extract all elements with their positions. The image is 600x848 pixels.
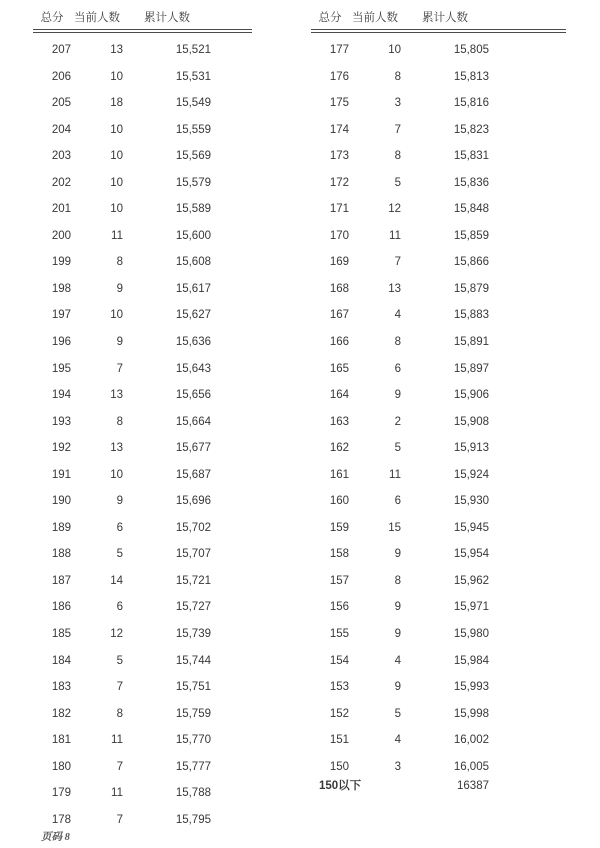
count-cell: 11 bbox=[111, 787, 123, 800]
score-cell: 181 bbox=[51, 734, 71, 747]
score-cell: 194 bbox=[51, 389, 71, 402]
cumulative-cell: 15,702 bbox=[175, 521, 211, 534]
score-cell: 151 bbox=[329, 734, 349, 747]
cumulative-cell: 15,945 bbox=[453, 521, 489, 534]
column-header: 累计人数 bbox=[144, 12, 190, 24]
cumulative-cell: 15,531 bbox=[175, 70, 211, 83]
table-row bbox=[311, 249, 566, 276]
count-cell: 9 bbox=[116, 495, 123, 508]
score-cell: 206 bbox=[51, 70, 71, 83]
column-header: 当前人数 bbox=[352, 12, 398, 24]
cumulative-cell: 15,707 bbox=[175, 548, 211, 561]
cumulative-cell: 15,998 bbox=[453, 707, 489, 720]
score-cell: 165 bbox=[329, 362, 349, 375]
table-row bbox=[33, 515, 252, 542]
table-row bbox=[33, 701, 252, 728]
page-number-label: 页码 8 bbox=[41, 832, 70, 843]
cumulative-cell: 15,866 bbox=[453, 256, 489, 269]
count-cell: 5 bbox=[116, 548, 123, 561]
count-cell: 10 bbox=[110, 150, 123, 163]
score-cell: 187 bbox=[51, 574, 71, 587]
count-cell: 6 bbox=[394, 495, 401, 508]
score-cell: 156 bbox=[329, 601, 349, 614]
score-cell: 185 bbox=[51, 628, 71, 641]
count-cell: 13 bbox=[110, 389, 123, 402]
count-cell: 9 bbox=[394, 681, 401, 694]
score-cell: 159 bbox=[329, 521, 349, 534]
score-cell: 182 bbox=[51, 707, 71, 720]
count-cell: 10 bbox=[388, 44, 401, 56]
table-row bbox=[311, 356, 566, 383]
table-row bbox=[33, 170, 252, 197]
score-table-right bbox=[311, 0, 566, 793]
count-cell: 7 bbox=[116, 681, 123, 694]
cumulative-cell: 15,993 bbox=[453, 681, 489, 694]
cumulative-cell: 15,908 bbox=[453, 415, 489, 428]
score-cell: 174 bbox=[329, 123, 349, 136]
count-cell: 9 bbox=[116, 282, 123, 295]
score-cell: 163 bbox=[329, 415, 349, 428]
count-cell: 8 bbox=[394, 336, 401, 349]
table-row bbox=[311, 382, 566, 409]
score-cell: 186 bbox=[51, 601, 71, 614]
cumulative-cell: 15,751 bbox=[175, 681, 211, 694]
cumulative-cell: 15,962 bbox=[453, 574, 489, 587]
table-row bbox=[33, 143, 252, 170]
score-cell: 184 bbox=[51, 654, 71, 667]
table-row bbox=[33, 594, 252, 621]
count-cell: 18 bbox=[110, 97, 123, 110]
cumulative-cell: 15,954 bbox=[453, 548, 489, 561]
score-cell: 207 bbox=[51, 44, 71, 56]
table-row bbox=[33, 727, 252, 754]
table-row bbox=[33, 196, 252, 223]
score-cell: 179 bbox=[51, 787, 71, 800]
cumulative-cell: 15,617 bbox=[175, 282, 211, 295]
count-cell: 11 bbox=[111, 734, 123, 747]
cumulative-cell: 15,971 bbox=[453, 601, 489, 614]
table-row bbox=[311, 648, 566, 675]
column-header: 累计人数 bbox=[422, 12, 468, 24]
table-row bbox=[33, 462, 252, 489]
table-row bbox=[311, 462, 566, 489]
table-row bbox=[311, 196, 566, 223]
table-header bbox=[33, 0, 252, 25]
table-row bbox=[33, 249, 252, 276]
table-row bbox=[33, 568, 252, 595]
count-cell: 12 bbox=[388, 203, 401, 216]
count-cell: 8 bbox=[116, 256, 123, 269]
table-row bbox=[311, 64, 566, 91]
table-row bbox=[311, 701, 566, 728]
table-row bbox=[311, 488, 566, 515]
cumulative-cell: 15,589 bbox=[175, 203, 211, 216]
cumulative-cell: 15,721 bbox=[175, 574, 211, 587]
score-cell: 180 bbox=[51, 760, 71, 773]
cumulative-cell: 15,816 bbox=[453, 97, 489, 110]
count-cell: 6 bbox=[116, 601, 123, 614]
table-row bbox=[33, 488, 252, 515]
count-cell: 6 bbox=[116, 521, 123, 534]
score-cell: 167 bbox=[329, 309, 349, 322]
score-range-label: 150以下 bbox=[319, 780, 362, 793]
score-cell: 205 bbox=[51, 97, 71, 110]
cumulative-cell: 15,906 bbox=[453, 389, 489, 402]
score-cell: 166 bbox=[329, 336, 349, 349]
cumulative-cell: 15,777 bbox=[175, 760, 211, 773]
table-row bbox=[33, 223, 252, 250]
cumulative-cell: 15,677 bbox=[175, 442, 211, 455]
table-row bbox=[33, 356, 252, 383]
count-cell: 13 bbox=[110, 442, 123, 455]
cumulative-cell: 15,891 bbox=[453, 336, 489, 349]
count-cell: 5 bbox=[116, 654, 123, 667]
table-row bbox=[33, 754, 252, 781]
score-cell: 183 bbox=[51, 681, 71, 694]
table-row bbox=[311, 329, 566, 356]
count-cell: 11 bbox=[389, 229, 401, 242]
cumulative-cell: 15,813 bbox=[453, 70, 489, 83]
score-cell: 193 bbox=[51, 415, 71, 428]
score-cell: 152 bbox=[329, 707, 349, 720]
score-table-left bbox=[33, 0, 252, 833]
count-cell: 5 bbox=[394, 176, 401, 189]
count-cell: 4 bbox=[394, 309, 401, 322]
table-row bbox=[311, 143, 566, 170]
count-cell: 3 bbox=[394, 97, 401, 110]
table-row bbox=[311, 170, 566, 197]
score-cell: 154 bbox=[329, 654, 349, 667]
score-cell: 169 bbox=[329, 256, 349, 269]
cumulative-cell: 16,005 bbox=[453, 760, 489, 773]
table-row bbox=[33, 90, 252, 117]
score-cell: 150 bbox=[329, 760, 349, 773]
table-row bbox=[33, 621, 252, 648]
cumulative-cell: 16387 bbox=[457, 780, 489, 793]
cumulative-cell: 15,687 bbox=[175, 468, 211, 481]
table-row bbox=[33, 435, 252, 462]
column-header: 总分 bbox=[318, 12, 342, 24]
table-row bbox=[33, 302, 252, 329]
table-row bbox=[311, 621, 566, 648]
count-cell: 15 bbox=[388, 521, 401, 534]
count-cell: 5 bbox=[394, 442, 401, 455]
cumulative-cell: 15,805 bbox=[453, 44, 489, 56]
score-cell: 171 bbox=[329, 203, 349, 216]
table-row bbox=[33, 382, 252, 409]
count-cell: 9 bbox=[394, 548, 401, 561]
count-cell: 12 bbox=[110, 628, 123, 641]
count-cell: 14 bbox=[110, 574, 123, 587]
cumulative-cell: 15,727 bbox=[175, 601, 211, 614]
score-cell: 170 bbox=[329, 229, 349, 242]
score-cell: 175 bbox=[329, 97, 349, 110]
cumulative-cell: 15,924 bbox=[453, 468, 489, 481]
table-row bbox=[33, 37, 252, 64]
cumulative-cell: 15,559 bbox=[175, 123, 211, 136]
table-row bbox=[33, 541, 252, 568]
count-cell: 10 bbox=[110, 309, 123, 322]
table-row bbox=[311, 90, 566, 117]
count-cell: 13 bbox=[110, 44, 123, 56]
score-cell: 173 bbox=[329, 150, 349, 163]
cumulative-cell: 15,770 bbox=[175, 734, 211, 747]
score-cell: 200 bbox=[51, 229, 71, 242]
table-row bbox=[311, 780, 566, 793]
count-cell: 8 bbox=[116, 415, 123, 428]
cumulative-cell: 15,759 bbox=[175, 707, 211, 720]
table-row bbox=[33, 780, 252, 807]
score-cell: 192 bbox=[51, 442, 71, 455]
score-cell: 198 bbox=[51, 282, 71, 295]
score-cell: 168 bbox=[329, 282, 349, 295]
count-cell: 7 bbox=[394, 123, 401, 136]
count-cell: 4 bbox=[394, 654, 401, 667]
count-cell: 10 bbox=[110, 468, 123, 481]
cumulative-cell: 15,897 bbox=[453, 362, 489, 375]
count-cell: 7 bbox=[116, 813, 123, 826]
table-row bbox=[311, 117, 566, 144]
table-row bbox=[311, 435, 566, 462]
score-cell: 157 bbox=[329, 574, 349, 587]
count-cell: 10 bbox=[110, 176, 123, 189]
table-row bbox=[311, 594, 566, 621]
cumulative-cell: 15,879 bbox=[453, 282, 489, 295]
table-row bbox=[311, 754, 566, 781]
score-cell: 196 bbox=[51, 336, 71, 349]
table-row bbox=[311, 674, 566, 701]
cumulative-cell: 15,744 bbox=[175, 654, 211, 667]
table-row bbox=[33, 117, 252, 144]
table-row bbox=[311, 515, 566, 542]
count-cell: 6 bbox=[394, 362, 401, 375]
cumulative-cell: 15,549 bbox=[175, 97, 211, 110]
table-row bbox=[33, 648, 252, 675]
score-cell: 176 bbox=[329, 70, 349, 83]
cumulative-cell: 15,930 bbox=[453, 495, 489, 508]
count-cell: 4 bbox=[394, 734, 401, 747]
score-cell: 153 bbox=[329, 681, 349, 694]
count-cell: 10 bbox=[110, 123, 123, 136]
count-cell: 3 bbox=[394, 760, 401, 773]
cumulative-cell: 15,823 bbox=[453, 123, 489, 136]
cumulative-cell: 15,636 bbox=[175, 336, 211, 349]
cumulative-cell: 15,831 bbox=[453, 150, 489, 163]
table-row bbox=[311, 409, 566, 436]
score-cell: 197 bbox=[51, 309, 71, 322]
count-cell: 8 bbox=[116, 707, 123, 720]
table-row bbox=[311, 541, 566, 568]
count-cell: 7 bbox=[116, 362, 123, 375]
table-row bbox=[33, 329, 252, 356]
count-cell: 10 bbox=[110, 70, 123, 83]
cumulative-cell: 15,696 bbox=[175, 495, 211, 508]
count-cell: 9 bbox=[394, 389, 401, 402]
score-cell: 177 bbox=[329, 44, 349, 56]
count-cell: 11 bbox=[111, 229, 123, 242]
cumulative-cell: 15,739 bbox=[175, 628, 211, 641]
cumulative-cell: 15,569 bbox=[175, 150, 211, 163]
score-cell: 190 bbox=[51, 495, 71, 508]
cumulative-cell: 15,627 bbox=[175, 309, 211, 322]
cumulative-cell: 15,984 bbox=[453, 654, 489, 667]
count-cell bbox=[349, 780, 401, 793]
score-cell: 199 bbox=[51, 256, 71, 269]
cumulative-cell: 15,600 bbox=[175, 229, 211, 242]
score-cell: 195 bbox=[51, 362, 71, 375]
cumulative-cell: 15,521 bbox=[175, 44, 211, 56]
count-cell: 7 bbox=[116, 760, 123, 773]
score-cell: 161 bbox=[329, 468, 349, 481]
table-body bbox=[311, 33, 566, 793]
cumulative-cell: 15,859 bbox=[453, 229, 489, 242]
column-header: 当前人数 bbox=[74, 12, 120, 24]
score-cell bbox=[311, 780, 362, 793]
score-cell: 178 bbox=[51, 813, 71, 826]
score-cell: 164 bbox=[329, 389, 349, 402]
count-cell: 2 bbox=[394, 415, 401, 428]
cumulative-cell: 15,608 bbox=[175, 256, 211, 269]
cumulative-cell: 15,656 bbox=[175, 389, 211, 402]
score-cell: 204 bbox=[51, 123, 71, 136]
column-header: 总分 bbox=[40, 12, 64, 24]
table-row bbox=[311, 37, 566, 64]
table-row bbox=[33, 674, 252, 701]
cumulative-cell: 15,788 bbox=[175, 787, 211, 800]
count-cell: 5 bbox=[394, 707, 401, 720]
score-cell: 189 bbox=[51, 521, 71, 534]
table-header bbox=[311, 0, 566, 25]
score-cell: 188 bbox=[51, 548, 71, 561]
table-row bbox=[311, 727, 566, 754]
score-cell: 155 bbox=[329, 628, 349, 641]
table-row bbox=[33, 64, 252, 91]
cumulative-cell: 16,002 bbox=[453, 734, 489, 747]
cumulative-cell: 15,643 bbox=[175, 362, 211, 375]
cumulative-cell: 15,664 bbox=[175, 415, 211, 428]
table-row bbox=[311, 302, 566, 329]
score-cell: 172 bbox=[329, 176, 349, 189]
count-cell: 8 bbox=[394, 150, 401, 163]
count-cell: 13 bbox=[388, 282, 401, 295]
count-cell: 7 bbox=[394, 256, 401, 269]
score-cell: 202 bbox=[51, 176, 71, 189]
table-row bbox=[33, 409, 252, 436]
cumulative-cell: 15,836 bbox=[453, 176, 489, 189]
table-row bbox=[33, 276, 252, 303]
score-cell: 158 bbox=[329, 548, 349, 561]
count-cell: 9 bbox=[116, 336, 123, 349]
score-cell: 160 bbox=[329, 495, 349, 508]
cumulative-cell: 15,883 bbox=[453, 309, 489, 322]
count-cell: 11 bbox=[389, 468, 401, 481]
score-cell: 191 bbox=[51, 468, 71, 481]
count-cell: 8 bbox=[394, 574, 401, 587]
table-row bbox=[311, 276, 566, 303]
count-cell: 9 bbox=[394, 628, 401, 641]
count-cell: 10 bbox=[110, 203, 123, 216]
count-cell: 8 bbox=[394, 70, 401, 83]
score-cell: 201 bbox=[51, 203, 71, 216]
table-row bbox=[311, 223, 566, 250]
cumulative-cell: 15,913 bbox=[453, 442, 489, 455]
cumulative-cell: 15,795 bbox=[175, 813, 211, 826]
cumulative-cell: 15,579 bbox=[175, 176, 211, 189]
score-cell: 162 bbox=[329, 442, 349, 455]
score-cell: 203 bbox=[51, 150, 71, 163]
table-row bbox=[311, 568, 566, 595]
count-cell: 9 bbox=[394, 601, 401, 614]
table-body bbox=[33, 33, 252, 833]
cumulative-cell: 15,980 bbox=[453, 628, 489, 641]
cumulative-cell: 15,848 bbox=[453, 203, 489, 216]
